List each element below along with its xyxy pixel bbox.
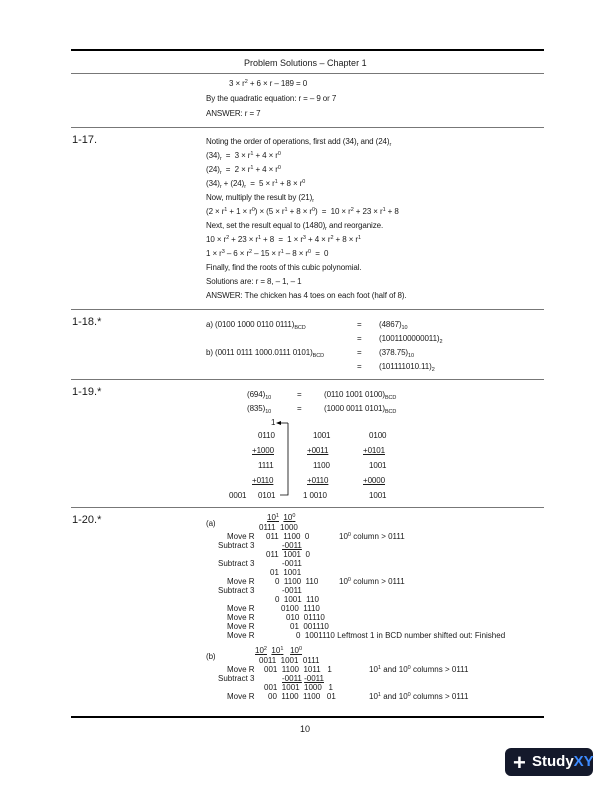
p117-answer: ANSWER: The chicken has 4 toes on each foot (half of 8). xyxy=(206,291,407,300)
p119-row4-c3: +0000 xyxy=(363,476,385,485)
p120a-l13-op: Move R xyxy=(227,631,255,640)
p120a-l2: 011 1100 0 xyxy=(266,532,310,541)
p119-r1-eq: = xyxy=(297,390,302,399)
bottom-rule xyxy=(71,716,544,718)
divider-2 xyxy=(71,309,544,310)
p117-line2: $(34)_r = 3 \times r^1 + 4 \times r^0$ xyxy=(206,151,281,162)
p118-a-eq2: = xyxy=(357,334,362,343)
p120a-l8: -0011 xyxy=(282,586,302,595)
p120a-l7: 0 1100 110 xyxy=(275,577,319,586)
p119-row3-c1: 1111 xyxy=(258,461,274,470)
top-rule xyxy=(71,49,544,51)
p118-b-r2: $(101111010.11)_2$ xyxy=(379,362,435,373)
p119-row3-c2: 1100 xyxy=(313,461,330,470)
p117-line6: $(2 \times r^1 + 1 \times r^0) \times (5 \times r^1 + 8 \times r^0) = 10 \times r^2 + 23 \times r^1 + 8$ xyxy=(206,207,399,216)
p120-a-label: (a) xyxy=(206,519,216,528)
p118-a-lhs: a) (0100 1000 0110 $0111)_{BCD}$ xyxy=(206,320,306,331)
p120a-l11: 010 01110 xyxy=(286,613,325,622)
p118-a-eq1: = xyxy=(357,320,362,329)
p118-b-r1: $(378.75)_{10}$ xyxy=(379,348,414,359)
p117-line8: $10 \times r^2 + 23 \times r^1 + 8 = 1 \times r^3 + 4 \times r^2 + 8 \times r^1$ xyxy=(206,235,361,244)
p119-r2-lhs: $(835)_{10}$ xyxy=(247,404,272,415)
p120b-l3: -0011 -0011 xyxy=(282,674,324,683)
page-header-title: Problem Solutions – Chapter 1 xyxy=(244,58,367,68)
p117-line5: Now, multiply the result by $(21)_r$ xyxy=(206,193,314,204)
p120a-l10-op: Move R xyxy=(227,604,255,613)
p119-final-c0: 0001 xyxy=(229,491,247,500)
p119-r2-eq: = xyxy=(297,404,302,413)
problem-number-1-17: 1-17. xyxy=(72,134,98,146)
p119-row2-c1: +1000 xyxy=(252,446,274,455)
p120a-l9: 0 1001 110 xyxy=(275,595,319,604)
p119-r2-rhs: (1000 0011 $0101)_{BCD}$ xyxy=(324,404,397,415)
p117-line10: Finally, find the roots of this cubic polynomial. xyxy=(206,263,362,272)
p116-answer: ANSWER: r = 7 xyxy=(206,109,261,118)
studyxy-wordmark: StudyXY xyxy=(532,753,594,770)
p116-line1: $3 \times r^2 + 6 \times r - 189 = 0$ xyxy=(229,79,308,88)
p119-row1-c3: 0100 xyxy=(369,431,387,440)
p120a-l5: -0011 xyxy=(282,559,302,568)
p117-line7: Next, set the result equal to $(1480)_r$ and reorganize. xyxy=(206,221,384,232)
p119-final-c1: 0101 xyxy=(258,491,276,500)
p120b-l5-op: Move R xyxy=(227,692,255,701)
p119-row1-c1: 0110 xyxy=(258,431,275,440)
p120a-l7-op: Move R xyxy=(227,577,255,586)
p119-row4-c2: +0110 xyxy=(307,476,329,485)
p118-b-eq2: = xyxy=(357,362,362,371)
p119-r1-rhs: (0110 1001 $0100)_{BCD}$ xyxy=(324,390,397,401)
p120a-l7-note: $10^0$ column > 0111 xyxy=(339,577,405,586)
p120a-l4: 011 1001 0 xyxy=(266,550,310,559)
p120a-l12: 01 001110 xyxy=(290,622,329,631)
p119-r1-lhs: $(694)_{10}$ xyxy=(247,390,272,401)
p118-a-r2: $(1001100000011)_2$ xyxy=(379,334,443,345)
divider-1 xyxy=(71,127,544,128)
p119-carry: 1 xyxy=(271,418,276,427)
p120a-l5-op: Subtract 3 xyxy=(218,559,255,568)
p118-a-r1: $(4867)_{10}$ xyxy=(379,320,408,331)
p119-final-c3: 1001 xyxy=(369,491,387,500)
studyxy-badge[interactable] xyxy=(505,748,593,776)
p119-row4-c1: +0110 xyxy=(252,476,274,485)
p119-final-c2: 1 0010 xyxy=(303,491,327,500)
p120b-l2-op: Move R xyxy=(227,665,255,674)
page-number: 10 xyxy=(300,724,311,734)
p120a-l8-op: Subtract 3 xyxy=(218,586,255,595)
p117-line4: $(34)_r + (24)_r = 5 \times r^1 + 8 \times r^0$ xyxy=(206,179,306,190)
plus-icon: + xyxy=(513,750,526,775)
p120a-l12-op: Move R xyxy=(227,622,255,631)
p120a-l3: -0011 xyxy=(282,541,302,550)
p120a-l3-op: Subtract 3 xyxy=(218,541,255,550)
p119-row2-c2: +0011 xyxy=(307,446,329,455)
problem-number-1-19: 1-19.* xyxy=(72,386,102,398)
p120-b-label: (b) xyxy=(206,652,216,661)
carry-arrow xyxy=(274,419,294,499)
p117-line9: $1 \times r^3 - 6 \times r^2 - 15 \times r^1 - 8 \times r^0 = 0$ xyxy=(206,249,329,258)
problem-number-1-18: 1-18.* xyxy=(72,316,102,328)
p118-b-eq1: = xyxy=(357,348,362,357)
p120a-l13: 0 1001110 Leftmost 1 in BCD number shifted out: Finished xyxy=(296,631,506,640)
p120b-l2: 001 1100 1011 1 xyxy=(264,665,332,674)
divider-3 xyxy=(71,379,544,380)
p120a-l11-op: Move R xyxy=(227,613,255,622)
header-divider xyxy=(71,73,544,74)
p120a-l10: 0100 1110 xyxy=(281,604,320,613)
p117-line11: Solutions are: r = 8, – 1, – 1 xyxy=(206,277,302,286)
p116-line2: By the quadratic equation: r = – 9 or 7 xyxy=(206,94,337,103)
p120a-hdr: $10^1$ $10^0$ xyxy=(267,513,296,522)
p120a-l1: 0111 1000 xyxy=(259,523,298,532)
p120b-l5: 00 1100 1100 01 xyxy=(268,692,336,701)
p120b-l5-note: $10^1$ and $10^0$ columns > 0111 xyxy=(369,692,469,701)
problem-number-1-20: 1-20.* xyxy=(72,514,102,526)
p119-row2-c3: +0101 xyxy=(363,446,385,455)
p120a-l2-note: $10^0$ column > 0111 xyxy=(339,532,405,541)
p120b-l4: 001 1001 1000 1 xyxy=(264,683,333,692)
p120b-hdr: $10^2$ $10^1$ $10^0$ xyxy=(255,646,303,655)
divider-4 xyxy=(71,507,544,508)
p120b-l2-note: $10^1$ and $10^0$ columns > 0111 xyxy=(369,665,469,674)
p120b-l3-op: Subtract 3 xyxy=(218,674,255,683)
p119-row1-c2: 1001 xyxy=(313,431,331,440)
p118-b-lhs: b) (0011 0111 1000.0111 $0101)_{BCD}$ xyxy=(206,348,324,359)
p117-line1: Noting the order of operations, first add $(34)_r$ and $(24)_r$ xyxy=(206,137,392,148)
p120a-l2-op: Move R xyxy=(227,532,255,541)
p120b-l1: 0011 1001 0111 xyxy=(259,656,320,665)
p119-row3-c3: 1001 xyxy=(369,461,387,470)
p120a-l6: 01 1001 xyxy=(270,568,302,577)
p117-line3: $(24)_r = 2 \times r^1 + 4 \times r^0$ xyxy=(206,165,281,176)
